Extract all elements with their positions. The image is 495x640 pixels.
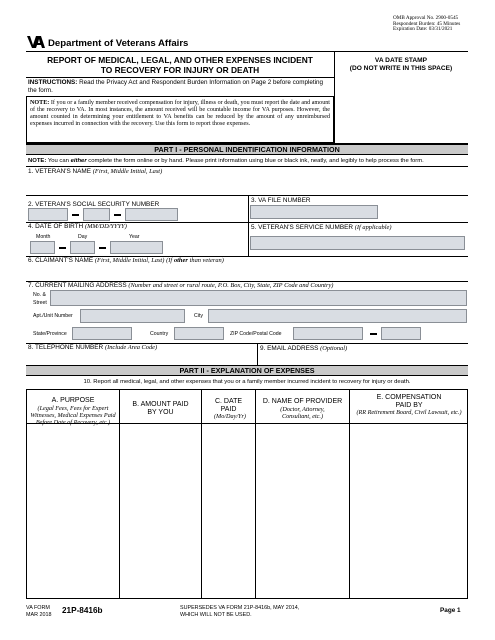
- dob-month-label: Month: [36, 234, 51, 240]
- service-number-label: 5. VETERAN'S SERVICE NUMBER (If applicable): [251, 224, 392, 231]
- footer-form-date: MAR 2018: [26, 612, 52, 618]
- ssn-label: 2. VETERAN'S SOCIAL SECURITY NUMBER: [28, 201, 160, 208]
- col-compensation-cell[interactable]: [350, 424, 467, 598]
- part1-note-text-b: complete the form online or by hand. Please print information using blue or black ink, neatly, and legibly to help process the form.: [88, 158, 424, 164]
- country-field[interactable]: [174, 327, 224, 340]
- form-title: [26, 55, 334, 75]
- part1-note-text-a: You can: [47, 158, 69, 164]
- zip-label: ZIP Code/Postal Code: [230, 331, 282, 337]
- zip-field-ext[interactable]: [381, 327, 421, 340]
- zip-field-main[interactable]: [293, 327, 363, 340]
- footer-page-number: Page 1: [440, 607, 461, 614]
- col-purpose-cell[interactable]: [27, 424, 119, 598]
- col-amount-cell[interactable]: [120, 424, 201, 598]
- col-purpose-header: A. PURPOSE (Legal Fees, Fees for Expert Witnesses, Medical Expenses Paid Before Date of Recovery, etc.): [30, 397, 116, 426]
- col-provider-cell[interactable]: [256, 424, 349, 598]
- omb-approval: OMB Approval No. 2900-0545: [393, 15, 459, 21]
- apt-field[interactable]: [80, 309, 185, 323]
- col-date-cell[interactable]: [202, 424, 255, 598]
- note-label: NOTE:: [30, 100, 50, 106]
- dob-label: 4. DATE OF BIRTH (MM/DD/YYYY): [28, 223, 127, 230]
- part1-note-label: NOTE:: [28, 158, 47, 164]
- form-title-line1: REPORT OF MEDICAL, LEGAL, AND OTHER EXPENSES INCIDENT: [47, 55, 313, 65]
- claimant-name-label: 6. CLAIMANT'S NAME (First, Middle Initial, Last) (If other than veteran): [28, 257, 224, 264]
- instructions: [28, 79, 330, 94]
- part1-note-either: either: [70, 158, 87, 164]
- city-label: City: [194, 313, 203, 319]
- veteran-name-label: 1. VETERAN'S NAME (First, Middle Initial, Last): [28, 168, 163, 175]
- ssn-field[interactable]: [28, 208, 208, 222]
- stamp-note: (DO NOT WRITE IN THIS SPACE): [349, 64, 453, 72]
- country-label: Country: [150, 331, 169, 337]
- col-amount-header: B. AMOUNT PAID BY YOU: [132, 401, 189, 416]
- part1-header: PART I - PERSONAL INDENTIFICATION INFORMATION: [26, 144, 468, 155]
- footer-va-form: VA FORM: [26, 605, 50, 611]
- footer-supersedes: SUPERSEDES VA FORM 21P-8416b, MAY 2014, WHICH WILL NOT BE USED.: [180, 605, 300, 618]
- dob-year-label: Year: [129, 234, 140, 240]
- col-compensation-header: E. COMPENSATION PAID BY (RR Retirement Board, Civil Lawsuit, etc.): [356, 394, 462, 416]
- apt-label: Apt./Unit Number: [33, 313, 73, 319]
- note-text: If you or a family member received compensation for injury, illness or death, you must report the date and amount of the recovery to VA. In most instances, the amount received will be countable income for VA purposes. However, the amount counted in determining your entitlement to VA benefits can be reduced by the amount of any unreimbursed expenses incurred in connection with the recovery. Use this form to report those expenses.: [30, 100, 330, 127]
- city-field[interactable]: [208, 309, 467, 323]
- dob-field[interactable]: [30, 241, 190, 255]
- col-date-header: C. DATE PAID (Mo/Day/Yr): [214, 398, 246, 420]
- state-label: State/Province: [33, 331, 67, 337]
- state-field[interactable]: [72, 327, 132, 340]
- email-field[interactable]: [258, 352, 467, 364]
- claimant-name-field[interactable]: [27, 265, 467, 280]
- note-box: [26, 96, 334, 143]
- va-file-number-field[interactable]: [250, 205, 466, 221]
- omb-burden: Respondent Burden: 45 Minutes: [393, 20, 461, 27]
- instructions-text: Read the Privacy Act and Respondent Burden Information on Page 2 before completing the form.: [28, 79, 324, 94]
- part2-intro: 10. Report all medical, legal, and other expenses that you or a family member incurred incident to recovery for injury or death.: [83, 379, 411, 385]
- va-file-number-label: 3. VA FILE NUMBER: [251, 197, 311, 204]
- va-date-stamp: [334, 57, 468, 72]
- service-number-field[interactable]: [250, 236, 466, 252]
- form-title-line2: TO RECOVERY FOR INJURY OR DEATH: [100, 65, 260, 75]
- dob-day-label: Day: [78, 234, 88, 240]
- footer-form-label: [26, 605, 51, 619]
- footer-form-number: 21P-8416b: [62, 606, 103, 615]
- telephone-label: 8. TELEPHONE NUMBER (Include Area Code): [28, 344, 158, 351]
- part2-header: PART II - EXPLANATION OF EXPENSES: [26, 365, 468, 376]
- va-logo: [27, 35, 45, 49]
- mailing-address-label: 7. CURRENT MAILING ADDRESS (Number and street or rural route, P.O. Box, City, State, ZIP Code and Country): [28, 282, 334, 289]
- street-field[interactable]: [50, 290, 467, 306]
- street-label: No. & Street: [33, 292, 47, 306]
- telephone-field[interactable]: [27, 352, 256, 364]
- omb-info: [393, 16, 460, 33]
- veteran-name-field[interactable]: [27, 177, 467, 194]
- part1-note: [28, 158, 468, 165]
- col-provider-header: D. NAME OF PROVIDER (Doctor, Attorney, Consultant, etc.): [262, 398, 343, 420]
- instructions-label: INSTRUCTIONS:: [28, 79, 78, 86]
- stamp-title: VA DATE STAMP: [374, 57, 428, 64]
- omb-expiration: Expiration Date: 03/31/2021: [393, 26, 453, 33]
- email-label: 9. EMAIL ADDRESS (Optional): [260, 345, 348, 352]
- department-name: Department of Veterans Affairs: [48, 38, 189, 49]
